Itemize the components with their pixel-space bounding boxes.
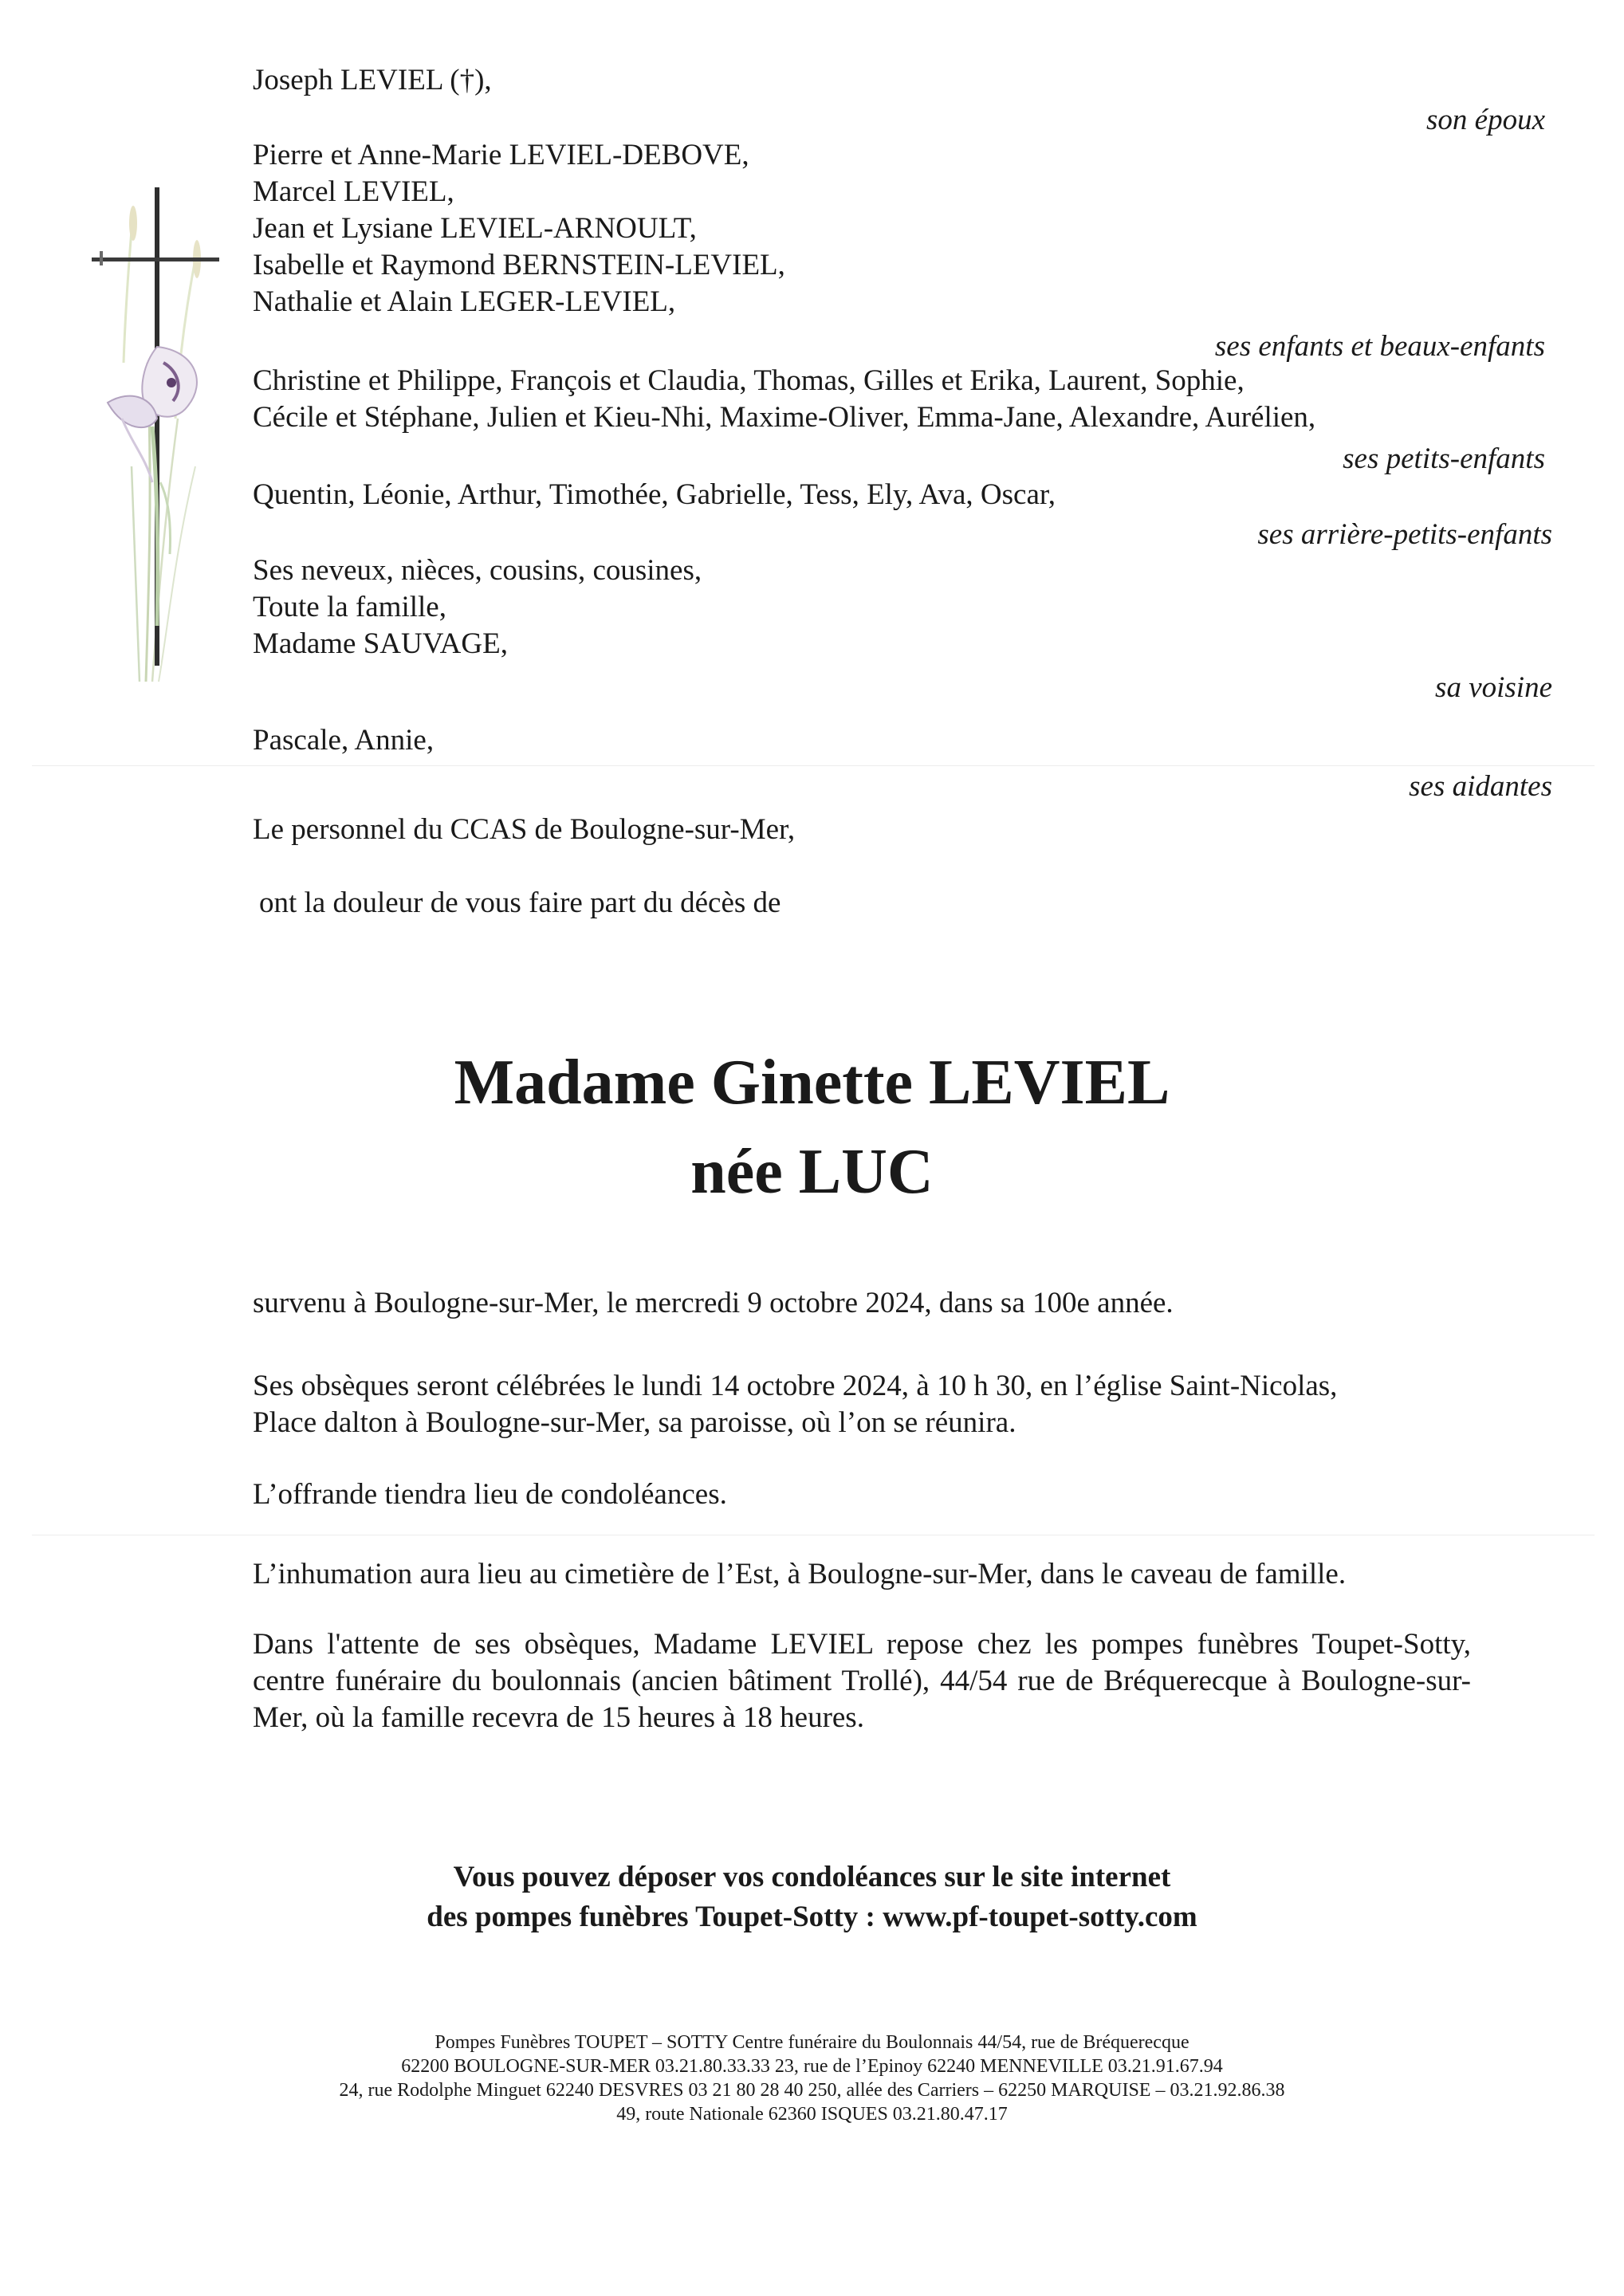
grandchildren-role: ses petits-enfants [1343, 442, 1545, 475]
footer-line: 24, rue Rodolphe Minguet 62240 DESVRES 03 21 80 28 40 250, allée des Carriers – 62250 MARQUISE – 03.21.92.86.38 [339, 2080, 1285, 2101]
funeral-details-line: Ses obsèques seront célébrées le lundi 14 octobre 2024, à 10 h 30, en l’église Saint-Nicolas, [253, 1370, 1338, 1402]
funeral-details-line: Place dalton à Boulogne-sur-Mer, sa paroisse, où l’on se réunira. [253, 1406, 1016, 1439]
cross-lily-emblem [76, 179, 235, 690]
divider-line [32, 765, 1595, 766]
great-grandchildren-line: Quentin, Léonie, Arthur, Timothée, Gabrielle, Tess, Ely, Ava, Oscar, [253, 478, 1056, 511]
deceased-name: Madame Ginette LEVIEL [454, 1048, 1170, 1118]
footer-line: Pompes Funèbres TOUPET – SOTTY Centre funéraire du Boulonnais 44/54, rue de Bréquerecque [435, 2032, 1189, 2053]
deceased-maiden-name: née LUC [690, 1137, 934, 1207]
others-line: Ses neveux, nièces, cousins, cousines, [253, 554, 702, 587]
death-details: survenu à Boulogne-sur-Mer, le mercredi 9 octobre 2024, dans sa 100e année. [253, 1287, 1174, 1319]
announcement-line: ont la douleur de vous faire part du décès de [259, 887, 781, 919]
child-line: Pierre et Anne-Marie LEVIEL-DEBOVE, [253, 139, 749, 171]
grandchildren-line: Christine et Philippe, François et Claudia, Thomas, Gilles et Erika, Laurent, Sophie, [253, 364, 1245, 397]
child-line: Jean et Lysiane LEVIEL-ARNOULT, [253, 212, 697, 245]
child-line: Marcel LEVIEL, [253, 175, 454, 208]
offering-details: L’offrande tiendra lieu de condoléances. [253, 1478, 727, 1511]
viewing-details: Dans l'attente de ses obsèques, Madame LEVIEL repose chez les pompes funèbres Toupet-Sotty, centre funéraire du boulonnais (ancien bâtiment Trollé), 44/54 rue de Bréquerecque à Boulogne-sur-Mer, où la famille recevra de 15 heures à 18 heures. [253, 1628, 1471, 1734]
child-line: Nathalie et Alain LEGER-LEVIEL, [253, 285, 676, 318]
grandchildren-line: Cécile et Stéphane, Julien et Kieu-Nhi, Maxime-Oliver, Emma-Jane, Alexandre, Aurélien, [253, 401, 1316, 434]
footer-line: 62200 BOULOGNE-SUR-MER 03.21.80.33.33 23, rue de l’Epinoy 62240 MENNEVILLE 03.21.91.67.94 [401, 2056, 1223, 2077]
spouse-role: son époux [1426, 104, 1545, 136]
condolences-website-line: des pompes funèbres Toupet-Sotty : www.pf-toupet-sotty.com [427, 1901, 1197, 1933]
helpers-role: ses aidantes [1409, 770, 1552, 803]
footer-line: 49, route Nationale 62360 ISQUES 03.21.80.47.17 [616, 2104, 1008, 2125]
helpers-line: Pascale, Annie, [253, 724, 435, 757]
children-role: ses enfants et beaux-enfants [1214, 330, 1545, 363]
staff-line: Le personnel du CCAS de Boulogne-sur-Mer, [253, 813, 796, 846]
spouse-line: Joseph LEVIEL (†), [253, 64, 492, 96]
child-line: Isabelle et Raymond BERNSTEIN-LEVIEL, [253, 249, 785, 281]
others-line: Madame SAUVAGE, [253, 627, 508, 660]
others-line: Toute la famille, [253, 591, 446, 623]
burial-details: L’inhumation aura lieu au cimetière de l’Est, à Boulogne-sur-Mer, dans le caveau de famille. [253, 1558, 1347, 1590]
neighbor-role: sa voisine [1435, 671, 1552, 704]
great-grandchildren-role: ses arrière-petits-enfants [1257, 518, 1552, 551]
condolences-notice-line: Vous pouvez déposer vos condoléances sur le site internet [453, 1861, 1171, 1893]
